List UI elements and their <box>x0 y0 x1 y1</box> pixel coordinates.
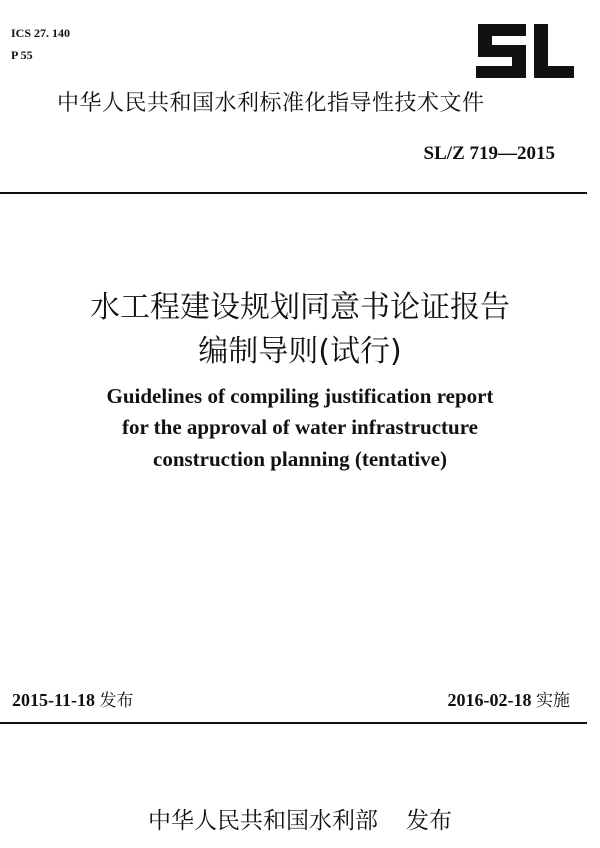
english-title-line-3: construction planning (tentative) <box>153 447 447 471</box>
issue-label: 发布 <box>99 691 134 711</box>
bottom-divider <box>0 722 587 724</box>
issue-date-value: 2015-11-18 <box>12 690 95 710</box>
effective-label: 实施 <box>536 691 570 711</box>
issue-date <box>12 686 134 711</box>
series-title: 中华人民共和国水利标准化指导性技术文件 <box>57 91 485 116</box>
english-title-line-1: Guidelines of compiling justification report <box>106 384 494 408</box>
effective-date <box>448 686 571 711</box>
issuer-name: 中华人民共和国水利部 <box>148 808 378 834</box>
classification-code: P 55 <box>11 48 33 62</box>
chinese-title-line-2: 编制导则(试行) <box>198 334 402 369</box>
chinese-title-line-1: 水工程建设规划同意书论证报告 <box>90 290 510 325</box>
english-title-line-2: for the approval of water infrastructure <box>122 415 478 439</box>
top-divider <box>0 192 587 194</box>
issuer-action: 发布 <box>406 808 452 834</box>
standard-number: SL/Z 719—2015 <box>423 143 555 164</box>
issuer-line <box>0 802 600 835</box>
ics-code: ICS 27. 140 <box>11 26 71 40</box>
effective-date-value: 2016-02-18 <box>447 690 532 710</box>
sl-logo <box>474 22 576 80</box>
